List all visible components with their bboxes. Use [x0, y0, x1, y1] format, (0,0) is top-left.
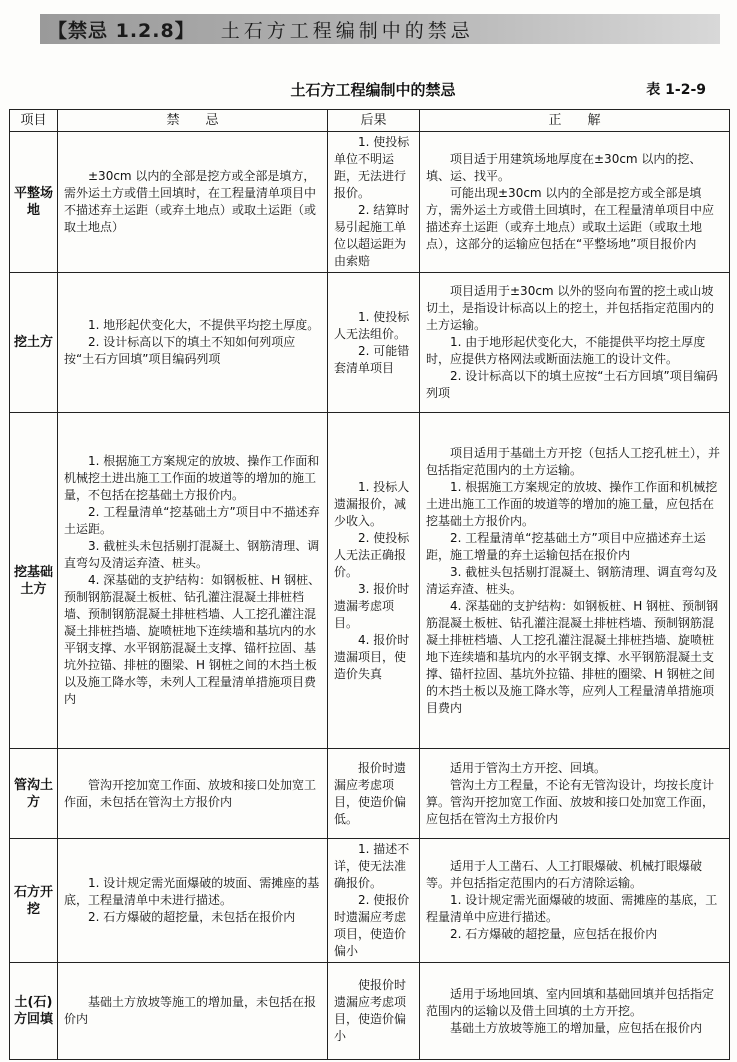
row-solution [420, 749, 730, 839]
row-solution-paragraph: 基础土方放坡等施工的增加量，应包括在报价内 [450, 1020, 703, 1035]
section-banner [40, 14, 720, 44]
row-consequence-paragraph: 1. 描述不详，使无法准确报价。 [334, 842, 410, 890]
table-body [10, 132, 730, 1060]
row-taboo [58, 132, 328, 273]
row-taboo-paragraph: 3. 截桩头未包括剔打混凝土、钢筋清理、调直弯勾及清运弃渣、桩头。 [64, 539, 320, 570]
row-solution-paragraph: 4. 深基础的支护结构：如钢板桩、H 钢桩、预制钢筋混凝土板桩、钻孔灌注混凝土排桩档墙、预制钢筋混凝土排桩档墙、人工挖孔灌注混凝土排桩挡墙、旋喷桩地下连续墙和基坑内的水平钢支撑、水平钢筋混凝土支撑、锚杆拉固、基坑外拉锚、排桩的圈梁、H 钢桩之间的木挡土板以及施工降水等，应列人工程量清单措施项目费内 [426, 598, 719, 715]
row-item-name: 石方开挖 [10, 839, 58, 963]
row-solution-paragraph: 管沟土方工程量，不论有无管沟设计，均按长度计算。管沟开挖加宽工作面、放坡和接口处加宽工作面，应包括在管沟土方报价内 [426, 777, 715, 826]
row-solution-paragraph: 2. 设计标高以下的填土应按“土石方回填”项目编码列项 [426, 369, 718, 400]
row-item-name: 挖土方 [10, 273, 58, 413]
row-consequence-paragraph: 使报价时遗漏应考虑项目，使造价偏小 [334, 978, 407, 1043]
row-consequence-paragraph: 4. 报价时遗漏项目，使造价失真 [334, 632, 410, 681]
row-item-name: 挖基础土方 [10, 413, 58, 749]
row-taboo [58, 273, 328, 413]
row-taboo-paragraph: ±30cm 以内的全部是挖方或全部是填方，需外运土方或借土回填时，在工程量清单项目中不描述弃土运距（或弃土地点）或取土运距（或取土地点） [64, 169, 317, 234]
row-item-name: 管沟土方 [10, 749, 58, 839]
row-solution [420, 963, 730, 1060]
table-row [10, 273, 730, 413]
table-row [10, 132, 730, 273]
row-taboo-paragraph: 1. 设计规定需光面爆破的坡面、需摊座的基底，工程量清单中未进行描述。 [64, 876, 320, 907]
header-taboo: 禁 忌 [58, 110, 328, 132]
table-number: 表 1-2-9 [646, 82, 706, 98]
row-solution-paragraph: 3. 截桩头包括剔打混凝土、钢筋清理、调直弯勾及清运弃渣、桩头。 [426, 564, 718, 596]
row-taboo [58, 963, 328, 1060]
row-taboo [58, 413, 328, 749]
table-row [10, 413, 730, 749]
row-solution-paragraph: 项目适于用建筑场地厚度在±30cm 以内的挖、填、运、找平。 [426, 152, 702, 183]
row-consequence [328, 839, 420, 963]
table-row [10, 963, 730, 1060]
table-row [10, 749, 730, 839]
row-taboo [58, 749, 328, 839]
row-taboo [58, 839, 328, 963]
row-solution-paragraph: 2. 工程量清单“挖基础土方”项目中应描述弃土运距，施工增量的弃土运输包括在报价内 [426, 530, 706, 562]
row-solution-paragraph: 项目适用于±30cm 以外的竖向布置的挖土或山坡切土，是指设计标高以上的挖土，并包括指定范围内的土方运输。 [426, 284, 715, 332]
row-consequence [328, 963, 420, 1060]
row-taboo-paragraph: 2. 工程量清单“挖基础土方”项目中不描述弃土运距。 [64, 505, 320, 536]
row-solution-paragraph: 1. 根据施工方案规定的放坡、操作工作面和机械挖土进出施工工作面的坡道等的增加的施工量，应包括在挖基础土方报价内。 [426, 479, 718, 528]
row-solution-paragraph: 2. 石方爆破的超挖量，应包括在报价内 [450, 927, 658, 941]
row-solution [420, 839, 730, 963]
row-solution-paragraph: 适用于场地回填、室内回填和基础回填并包括指定范围内的运输以及借土回填的土方开挖。 [426, 986, 715, 1018]
header-solution: 正 解 [420, 110, 730, 132]
row-consequence-paragraph: 1. 使投标人无法组价。 [334, 309, 410, 341]
row-consequence-paragraph: 2. 可能错套清单项目 [334, 343, 410, 375]
row-item-name: 平整场地 [10, 132, 58, 273]
table-title: 土石方工程编制中的禁忌 [290, 81, 456, 99]
header-item: 项目 [10, 110, 58, 132]
taboo-table [9, 109, 730, 1060]
row-consequence-paragraph: 2. 使报价时遗漏应考虑项目，使造价偏小 [334, 893, 410, 958]
row-taboo-paragraph: 1. 地形起伏变化大，不提供平均挖土厚度。 [88, 318, 320, 332]
row-solution-paragraph: 适用于人工凿石、人工打眼爆破、机械打眼爆破等。并包括指定范围内的石方清除运输。 [426, 859, 703, 890]
row-solution-paragraph: 可能出现±30cm 以内的全部是挖方或全部是填方，需外运土方或借土回填时，在工程量清单项目中应描述弃土运距（或弃土地点）或取土运距（或取土地点），这部分的运输应包括在“平整场地”项目报价内 [426, 186, 715, 251]
header-consequence: 后果 [328, 110, 420, 132]
section-title: 土石方工程编制中的禁忌 [220, 19, 474, 42]
row-taboo-paragraph: 基础土方放坡等施工的增加量，未包括在报价内 [64, 995, 317, 1026]
table-caption [40, 79, 706, 103]
row-item-name: 土(石)方回填 [10, 963, 58, 1060]
row-consequence [328, 132, 420, 273]
row-consequence-paragraph: 1. 使投标单位不明运距，无法进行报价。 [334, 135, 410, 200]
row-consequence-paragraph: 2. 结算时易引起施工单位以超运距为由索赔 [334, 203, 410, 268]
row-solution-paragraph: 1. 由于地形起伏变化大，不能提供平均挖土厚度时，应提供方格网法或断面法施工的设计文件。 [426, 335, 706, 366]
row-solution-paragraph: 项目适用于基础土方开挖（包括人工挖孔桩土），并包括指定范围内的土方运输。 [426, 445, 721, 477]
row-solution [420, 273, 730, 413]
row-consequence-paragraph: 2. 使投标人无法正确报价。 [334, 530, 410, 579]
row-consequence [328, 749, 420, 839]
row-consequence-paragraph: 报价时遗漏应考虑项目，使造价偏低。 [334, 760, 407, 826]
row-solution [420, 413, 730, 749]
row-taboo-paragraph: 1. 根据施工方案规定的放坡、操作工作面和机械挖土进出施工工作面的坡道等的增加的施工量，不包括在挖基础土方报价内。 [64, 454, 320, 502]
table-row [10, 839, 730, 963]
row-consequence [328, 273, 420, 413]
row-taboo-paragraph: 2. 石方爆破的超挖量，未包括在报价内 [88, 910, 296, 924]
row-consequence [328, 413, 420, 749]
row-taboo-paragraph: 4. 深基础的支护结构：如钢板桩、H 钢桩、预制钢筋混凝土板桩、钻孔灌注混凝土排桩档墙、预制钢筋混凝土排桩档墙、人工挖孔灌注混凝土排桩挡墙、旋喷桩地下连续墙和基坑内的水平钢支撑、水平钢筋混凝土支撑、锚杆拉固、基坑外拉锚、排桩的圈梁、H 钢桩之间的木挡土板以及施工降水等，未列人工程量清单措施项目费内 [64, 573, 321, 706]
row-solution [420, 132, 730, 273]
section-tag: 【禁忌 1.2.8】 [48, 19, 195, 42]
row-taboo-paragraph: 2. 设计标高以下的填土不知如何列项应按“土石方回填”项目编码列项 [64, 335, 296, 366]
row-taboo-paragraph: 管沟开挖加宽工作面、放坡和接口处加宽工作面，未包括在管沟土方报价内 [64, 777, 317, 809]
row-solution-paragraph: 适用于管沟土方开挖、回填。 [450, 760, 607, 775]
row-consequence-paragraph: 3. 报价时遗漏考虑项目。 [334, 581, 410, 630]
table-header-row [10, 110, 730, 132]
row-solution-paragraph: 1. 设计规定需光面爆破的坡面、需摊座的基底，工程量清单中应进行描述。 [426, 893, 718, 924]
row-consequence-paragraph: 1. 投标人遗漏报价，减少收入。 [334, 479, 410, 528]
